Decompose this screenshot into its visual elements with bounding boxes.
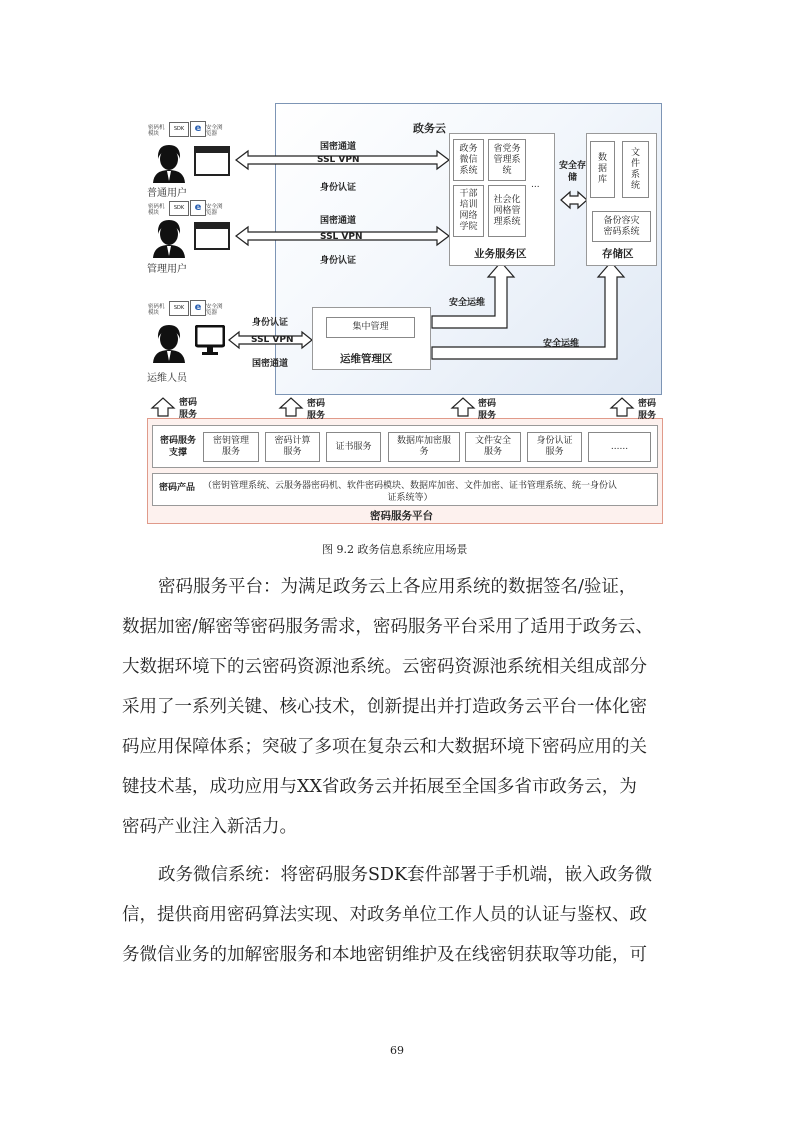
service-label: 密码 服务 — [638, 399, 657, 421]
secure-browser-label: 安全浏 览器 — [206, 204, 223, 216]
crypto-module-icon: 密码机 模块 — [148, 304, 165, 316]
service-up-arrow — [152, 398, 174, 416]
service-up-arrow — [280, 398, 302, 416]
paragraph-line: 键技术基，成功应用与XX省政务云并拓展至全国多省市政务云，为 — [122, 777, 637, 797]
channel-2-mid: SSL VPN — [320, 232, 363, 242]
storage-backup-crypto: 备份容灾 密码系统 — [592, 211, 651, 242]
secure-ops-arrow-2 — [432, 262, 624, 359]
gov-cloud-title: 政务云 — [413, 122, 446, 135]
service-more: ...... — [588, 432, 651, 462]
paragraph-line: 政务微信系统：将密码服务SDK套件部署于手机端，嵌入政务微 — [158, 865, 653, 885]
paragraph-line: 信，提供商用密码算法实现、对政务单位工作人员的认证与鉴权、政 — [122, 905, 647, 925]
service-label: 密码 服务 — [307, 399, 326, 421]
paragraph-line: 数据加密/解密等密码服务需求，密码服务平台采用了适用于政务云、 — [122, 617, 653, 637]
sdk-icon: SDK — [169, 301, 189, 316]
page-number: 69 — [390, 1044, 404, 1057]
browser-e-icon: e — [190, 121, 206, 137]
service-up-arrow — [611, 398, 633, 416]
service-label: 密码 服务 — [478, 399, 497, 421]
channel-2-bottom: 身份认证 — [320, 256, 357, 266]
user-label: 运维人员 — [147, 373, 187, 384]
sdk-icon: SDK — [169, 201, 189, 216]
storage-link-arrow — [561, 192, 587, 208]
paragraph-line: 采用了一系列关键、核心技术，创新提出并打造政务云平台一体化密 — [122, 697, 647, 717]
service-certificate: 证书服务 — [326, 432, 381, 462]
support-label: 密码服务 支撑 — [160, 436, 197, 458]
secure-ops-label-1: 安全运维 — [449, 298, 486, 308]
storage-zone-label: 存储区 — [602, 248, 634, 260]
secure-ops-label-2: 安全运维 — [543, 339, 580, 349]
service-up-arrow — [452, 398, 474, 416]
products-label: 密码产品 — [159, 483, 196, 493]
channel-2-top: 国密通道 — [320, 216, 357, 226]
storage-database: 数 据 库 — [590, 141, 615, 198]
platform-title: 密码服务平台 — [370, 510, 433, 522]
paragraph-line: 码应用保障体系；突破了多项在复杂云和大数据环境下密码应用的关 — [122, 737, 647, 757]
user-label: 管理用户 — [147, 264, 187, 275]
service-key-management: 密钥管理 服务 — [203, 432, 259, 462]
channel-3-top: 身份认证 — [252, 318, 289, 328]
crypto-module-icon: 密码机 模块 — [148, 125, 165, 137]
service-identity-auth: 身份认证 服务 — [527, 432, 582, 462]
secure-browser-label: 安全浏 览器 — [206, 125, 223, 137]
service-crypto-compute: 密码计算 服务 — [265, 432, 320, 462]
service-file-security: 文件安全 服务 — [465, 432, 521, 462]
products-text: （密钥管理系统、云服务器密码机、软件密码模块、数据库加密、文件加密、证书管理系统、统一身份认 证系统等） — [203, 481, 618, 503]
system-party-affairs: 省党务 管理系 统 — [488, 139, 526, 181]
channel-1-top: 国密通道 — [320, 142, 357, 152]
business-zone-label: 业务服务区 — [474, 248, 527, 260]
paragraph-line: 密码服务平台：为满足政务云上各应用系统的数据签名/验证， — [158, 577, 637, 597]
paragraph-line: 大数据环境下的云密码资源池系统。云密码资源池系统相关组成部分 — [122, 657, 647, 677]
channel-3-mid: SSL VPN — [251, 335, 294, 345]
figure-caption: 图 9.2 政务信息系统应用场景 — [322, 543, 468, 556]
secure-browser-label: 安全浏 览器 — [206, 304, 223, 316]
service-label: 密码 服务 — [179, 398, 198, 420]
crypto-module-icon: 密码机 模块 — [148, 204, 165, 216]
channel-1-mid: SSL VPN — [317, 155, 360, 165]
channel-1-bottom: 身份认证 — [320, 183, 357, 193]
browser-e-icon: e — [190, 300, 206, 316]
paragraph-line: 务微信业务的加解密服务和本地密钥维护及在线密钥获取等功能，可 — [122, 945, 647, 965]
system-cadre-training: 干部 培训 网络 学院 — [453, 185, 484, 237]
storage-link-label: 安全存 储 — [559, 161, 587, 183]
service-db-encryption: 数据库加密服 务 — [388, 432, 460, 462]
channel-3-bottom: 国密通道 — [252, 359, 289, 369]
centralized-management: 集中管理 — [326, 317, 415, 338]
business-more: ... — [531, 180, 540, 190]
paragraph-line: 密码产业注入新活力。 — [122, 817, 297, 837]
storage-file-system: 文 件 系 统 — [622, 141, 649, 198]
ops-zone-label: 运维管理区 — [340, 353, 393, 365]
sdk-icon: SDK — [169, 122, 189, 137]
browser-e-icon: e — [190, 200, 206, 216]
system-grid-management: 社会化 网格管 理系统 — [488, 185, 526, 237]
system-gov-wechat: 政务 微信 系统 — [453, 139, 484, 181]
user-label: 普通用户 — [147, 188, 187, 199]
